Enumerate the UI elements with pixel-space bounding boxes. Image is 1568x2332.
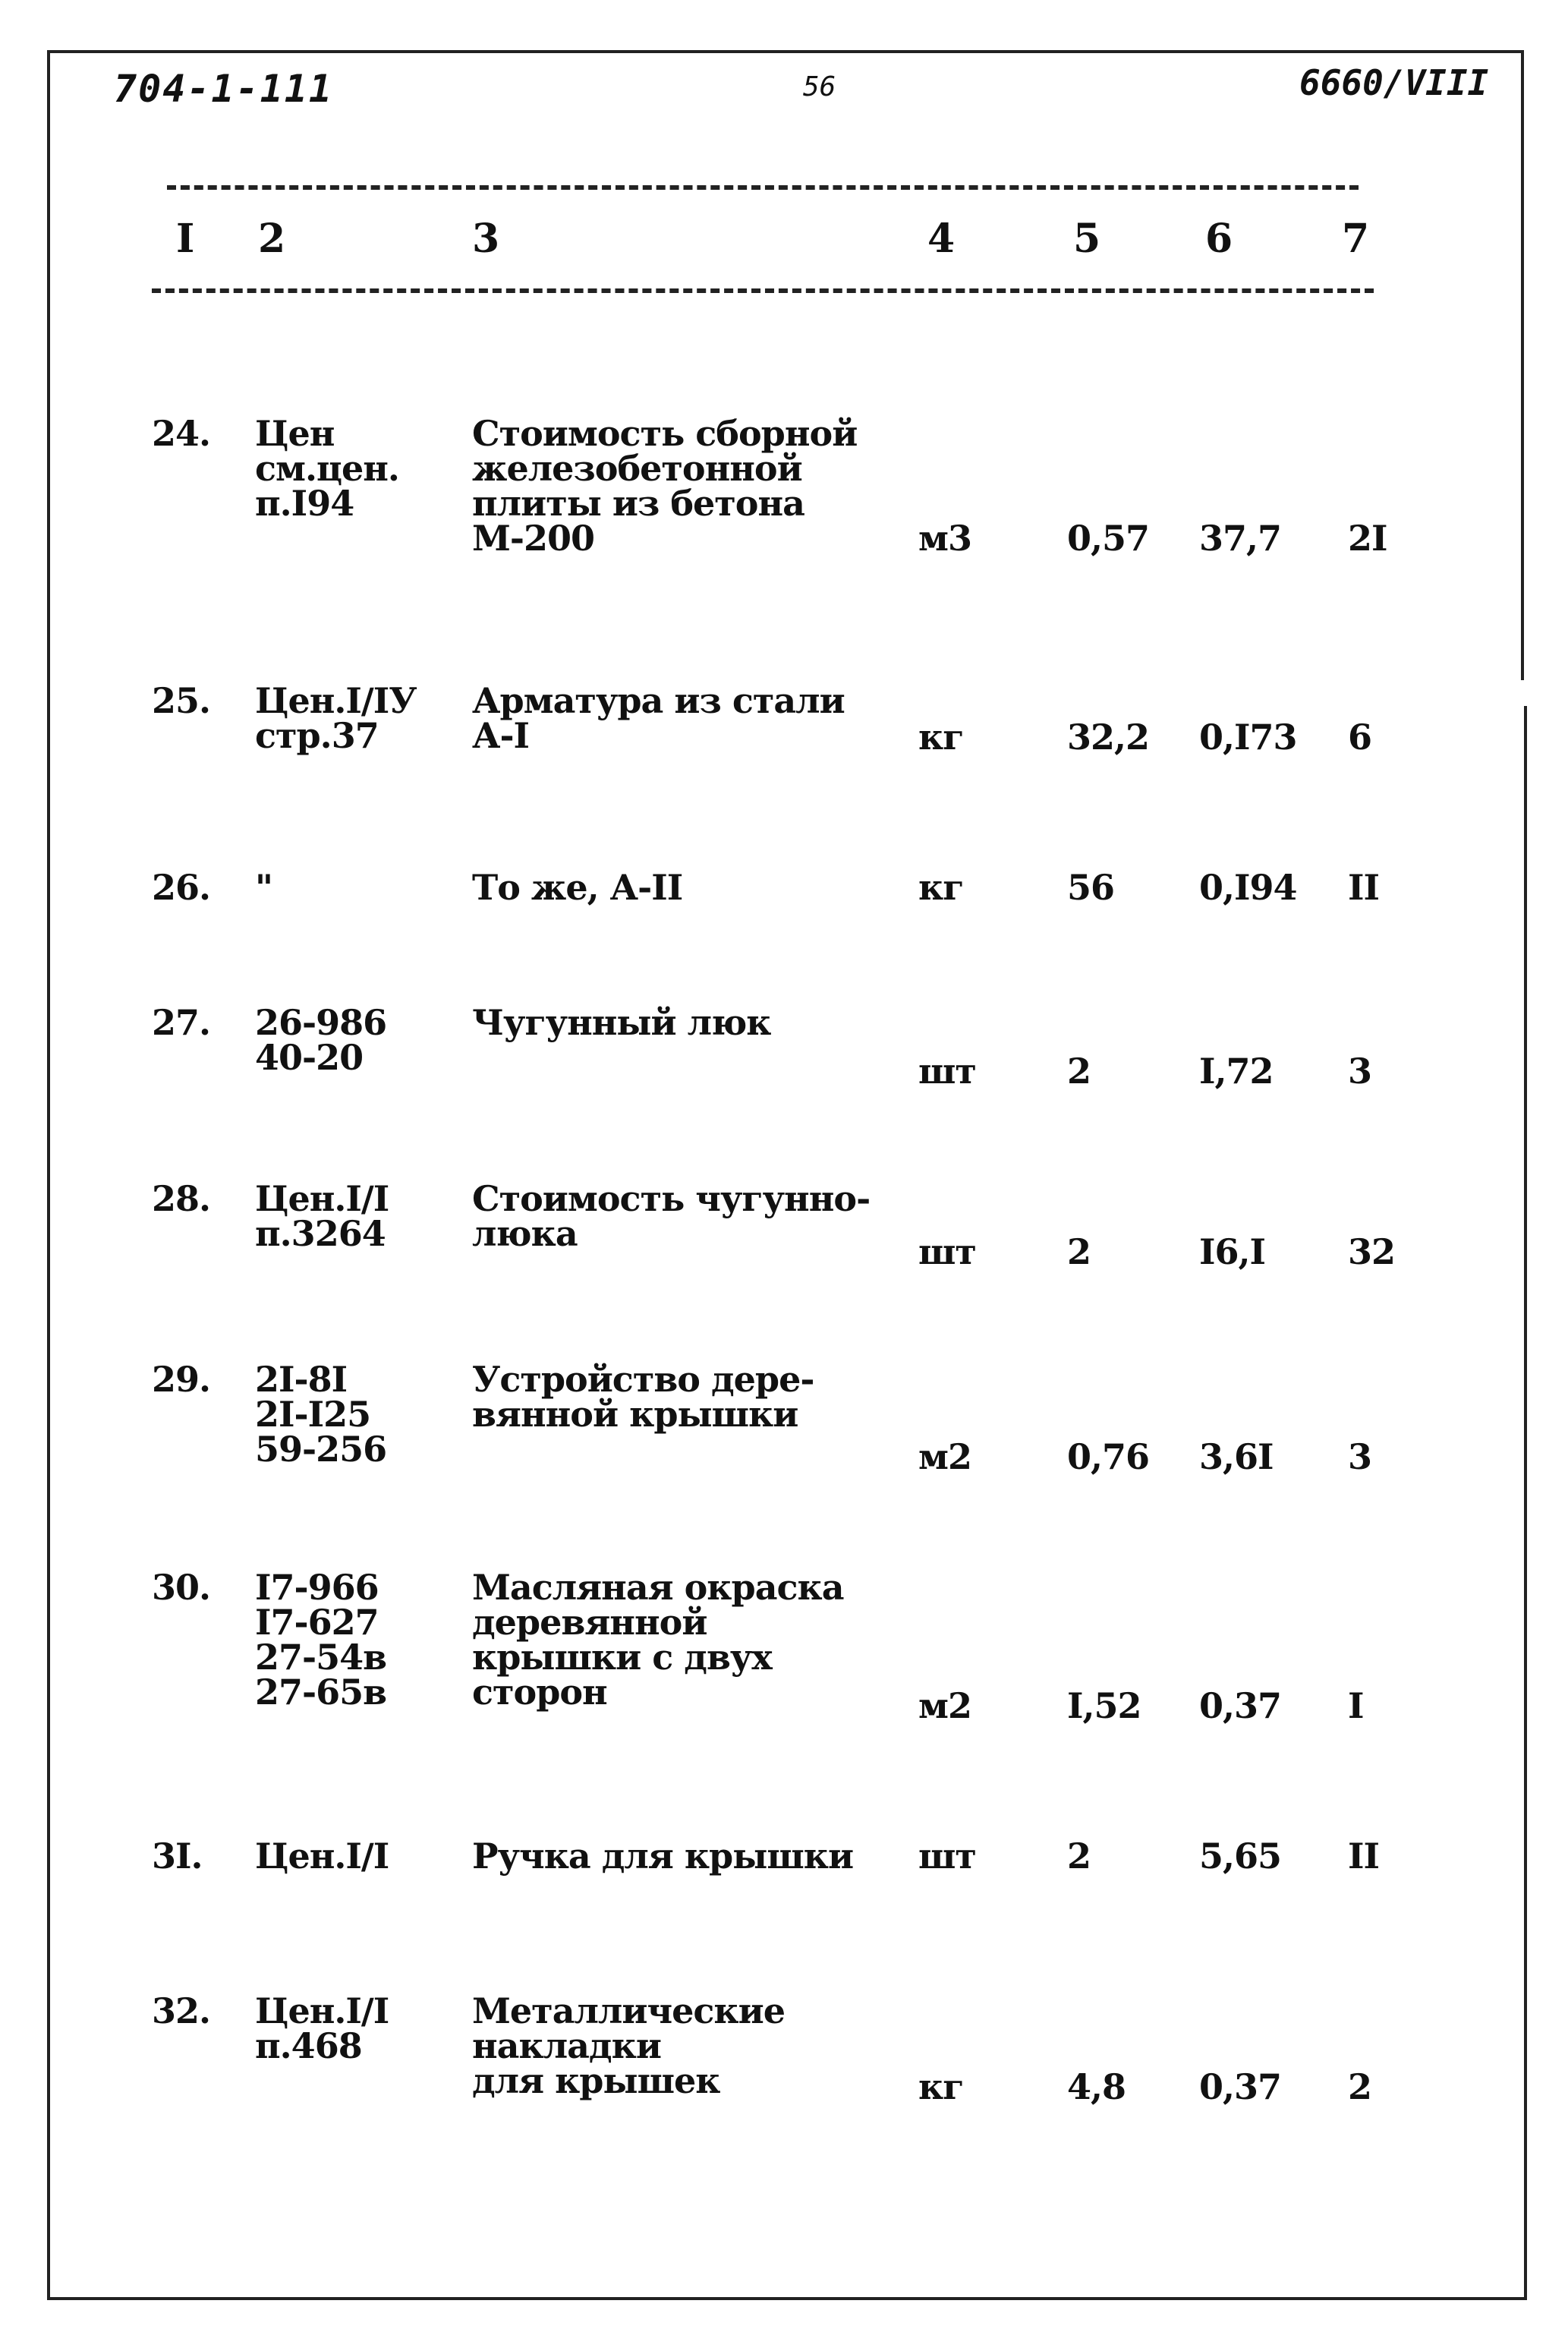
row-price: 0,37 bbox=[1199, 2066, 1282, 2107]
row-unit: шт bbox=[918, 1231, 976, 1272]
row-basis-line: Цен.I/I bbox=[255, 1836, 389, 1877]
row-price: 0,I94 bbox=[1199, 867, 1297, 908]
row-basis-line: 26-986 bbox=[255, 1002, 387, 1043]
row-basis-line: I7-627 bbox=[255, 1602, 379, 1643]
row-basis-line: п.468 bbox=[255, 2025, 362, 2066]
row-quantity: 0,76 bbox=[1067, 1436, 1150, 1477]
row-total: 6 bbox=[1348, 717, 1372, 758]
row-number: 25. bbox=[152, 680, 211, 721]
row-name-line: железобетонной bbox=[472, 448, 802, 489]
page-frame-right bbox=[1521, 50, 1524, 680]
row-price: 3,6I bbox=[1199, 1436, 1274, 1477]
row-price: I,72 bbox=[1199, 1051, 1274, 1092]
row-price: I6,I bbox=[1199, 1231, 1266, 1272]
row-number: 27. bbox=[152, 1002, 211, 1043]
row-total: 3 bbox=[1348, 1436, 1372, 1477]
page-frame-bottom bbox=[47, 2297, 1524, 2300]
column-header-6: 6 bbox=[1205, 216, 1233, 262]
column-header-1: I bbox=[176, 216, 195, 262]
row-basis-line: Цен.I/IУ bbox=[255, 680, 417, 721]
row-total: 3 bbox=[1348, 1051, 1372, 1092]
row-name-line: Арматура из стали bbox=[472, 680, 845, 721]
row-quantity: 32,2 bbox=[1067, 717, 1150, 758]
page-frame-top bbox=[47, 50, 1524, 53]
row-name-line: люка bbox=[472, 1213, 578, 1254]
row-basis-line: 59-256 bbox=[255, 1429, 387, 1470]
row-price: 5,65 bbox=[1199, 1836, 1282, 1877]
column-header-3: 3 bbox=[472, 216, 500, 262]
row-name-line: Устройство дере- bbox=[472, 1359, 814, 1400]
row-number: 28. bbox=[152, 1178, 211, 1219]
document-reference: 6660/VIII bbox=[1299, 62, 1489, 103]
row-name-line: М-200 bbox=[472, 518, 595, 559]
row-basis-line: Цен.I/I bbox=[255, 1178, 389, 1219]
row-name-line: А-I bbox=[472, 715, 530, 756]
document-code: 704-1-111 bbox=[114, 67, 333, 111]
row-total: 32 bbox=[1348, 1231, 1396, 1272]
row-basis-line: 27-65в bbox=[255, 1672, 387, 1713]
row-price: 0,I73 bbox=[1199, 717, 1297, 758]
row-number: 24. bbox=[152, 413, 211, 454]
row-price: 0,37 bbox=[1199, 1685, 1282, 1726]
column-header-4: 4 bbox=[927, 216, 956, 262]
row-basis-line: см.цен. bbox=[255, 448, 399, 489]
row-number: 32. bbox=[152, 1990, 211, 2031]
row-name-line: плиты из бетона bbox=[472, 483, 804, 524]
row-total: II bbox=[1348, 1836, 1380, 1877]
row-unit: шт bbox=[918, 1836, 976, 1877]
row-name-line: накладки bbox=[472, 2025, 661, 2066]
page-frame-left bbox=[47, 50, 50, 2300]
page-frame-right-lower bbox=[1524, 706, 1527, 2300]
row-total: 2 bbox=[1348, 2066, 1372, 2107]
page-number: 56 bbox=[803, 71, 836, 102]
row-total: I bbox=[1348, 1685, 1364, 1726]
row-unit: м3 bbox=[918, 518, 971, 559]
row-price: 37,7 bbox=[1199, 518, 1282, 559]
row-basis-line: 40-20 bbox=[255, 1037, 364, 1078]
row-basis-line: 2I-I25 bbox=[255, 1394, 371, 1435]
row-basis-line: Цен bbox=[255, 413, 335, 454]
column-header-5: 5 bbox=[1073, 216, 1101, 262]
row-name-line: Ручка для крышки bbox=[472, 1836, 854, 1877]
row-name-line: для крышек bbox=[472, 2060, 720, 2101]
column-header-7: 7 bbox=[1342, 216, 1370, 262]
row-number: 3I. bbox=[152, 1836, 203, 1877]
header-rule-bottom bbox=[152, 288, 1374, 293]
row-basis-line: " bbox=[255, 867, 272, 908]
row-unit: м2 bbox=[918, 1685, 971, 1726]
row-quantity: 56 bbox=[1067, 867, 1115, 908]
row-number: 26. bbox=[152, 867, 211, 908]
row-total: II bbox=[1348, 867, 1380, 908]
row-quantity: 2 bbox=[1067, 1231, 1091, 1272]
row-name-line: крышки с двух bbox=[472, 1637, 772, 1678]
row-basis-line: I7-966 bbox=[255, 1567, 379, 1608]
row-name-line: вянной крышки bbox=[472, 1394, 798, 1435]
row-quantity: 0,57 bbox=[1067, 518, 1150, 559]
row-name-line: Металлические bbox=[472, 1990, 786, 2031]
row-name-line: Стоимость чугунно- bbox=[472, 1178, 871, 1219]
row-name-line: Масляная окраска bbox=[472, 1567, 844, 1608]
row-unit: кг bbox=[918, 867, 964, 908]
row-basis-line: 27-54в bbox=[255, 1637, 387, 1678]
row-basis-line: п.3264 bbox=[255, 1213, 386, 1254]
row-unit: кг bbox=[918, 2066, 964, 2107]
row-basis-line: стр.37 bbox=[255, 715, 379, 756]
row-number: 30. bbox=[152, 1567, 211, 1608]
row-quantity: 2 bbox=[1067, 1051, 1091, 1092]
row-name-line: Чугунный люк bbox=[472, 1002, 771, 1043]
header-rule-top bbox=[167, 185, 1359, 190]
row-unit: кг bbox=[918, 717, 964, 758]
row-unit: м2 bbox=[918, 1436, 971, 1477]
row-quantity: 2 bbox=[1067, 1836, 1091, 1877]
row-name-line: То же, А-II bbox=[472, 867, 683, 908]
row-name-line: сторон bbox=[472, 1672, 607, 1713]
row-number: 29. bbox=[152, 1359, 211, 1400]
row-basis-line: Цен.I/I bbox=[255, 1990, 389, 2031]
row-basis-line: п.I94 bbox=[255, 483, 354, 524]
row-unit: шт bbox=[918, 1051, 976, 1092]
row-total: 2I bbox=[1348, 518, 1387, 559]
row-quantity: 4,8 bbox=[1067, 2066, 1126, 2107]
row-name-line: деревянной bbox=[472, 1602, 707, 1643]
row-basis-line: 2I-8I bbox=[255, 1359, 348, 1400]
row-name-line: Стоимость сборной bbox=[472, 413, 858, 454]
column-header-2: 2 bbox=[258, 216, 286, 262]
row-quantity: I,52 bbox=[1067, 1685, 1141, 1726]
